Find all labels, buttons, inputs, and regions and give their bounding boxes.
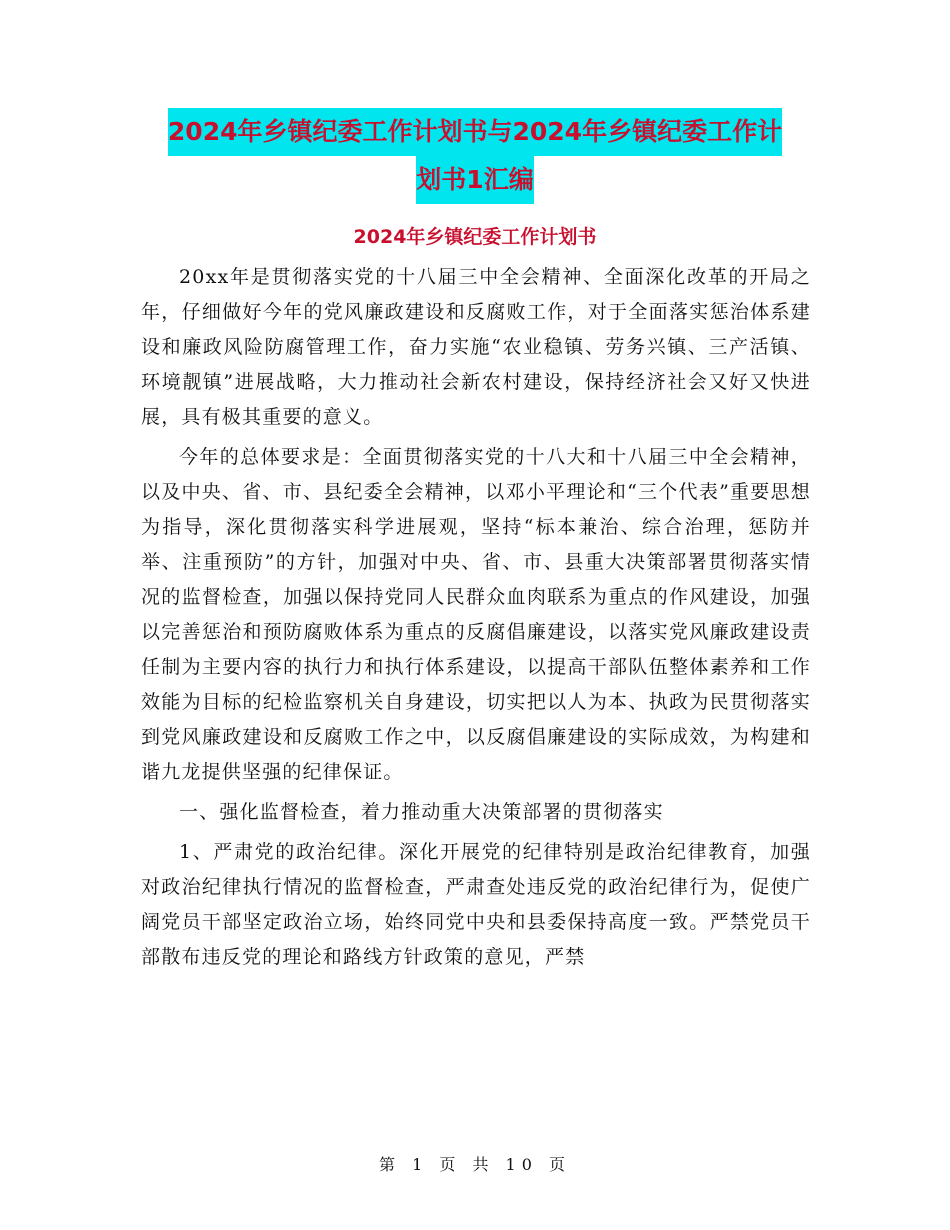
- paragraph-item-1: 1、严肃党的政治纪律。深化开展党的纪律特别是政治纪律教育，加强对政治纪律执行情况的监督检查，严肃查处违反党的政治纪律行为，促使广阔党员干部坚定政治立场，始终同党中央和县委保持高度一致。严禁党员干部散布违反党的理论和路线方针政策的意见，严禁: [141, 841, 811, 968]
- title-line-2: 划书1汇编: [416, 156, 533, 204]
- document-title: [0, 108, 950, 204]
- paragraph-intro: 20xx年是贯彻落实党的十八届三中全会精神、全面深化改革的开局之年，仔细做好今年的党风廉政建设和反腐败工作，对于全面落实惩治体系建设和廉政风险防腐管理工作，奋力实施“农业稳镇、劳务兴镇、三产活镇、环境靓镇”进展战略，大力推动社会新农村建设，保持经济社会又好又快进展，具有极其重要的意义。: [141, 266, 811, 428]
- page-footer: 第 1 页 共 10 页: [379, 1155, 571, 1174]
- section-title: 2024年乡镇纪委工作计划书: [353, 226, 597, 248]
- paragraph-requirements: 今年的总体要求是：全面贯彻落实党的十八大和十八届三中全会精神，以及中央、省、市、县纪委全会精神，以邓小平理论和“三个代表”重要思想为指导，深化贯彻落实科学进展观，坚持“标本兼治、综合治理，惩防并举、注重预防”的方针，加强对中央、省、市、县重大决策部署贯彻落实情况的监督检查，加强以保持党同人民群众血肉联系为重点的作风建设，加强以完善惩治和预防腐败体系为重点的反腐倡廉建设，以落实党风廉政建设责任制为主要内容的执行力和执行体系建设，以提高干部队伍整体素养和工作效能为目标的纪检监察机关自身建设，切实把以人为本、执政为民贯彻落实到党风廉政建设和反腐败工作之中，以反腐倡廉建设的实际成效，为构建和谐九龙提供坚强的纪律保证。: [141, 446, 811, 783]
- body-text: [141, 260, 811, 975]
- title-line-1: 2024年乡镇纪委工作计划书与2024年乡镇纪委工作计: [168, 108, 782, 156]
- paragraph-heading-1: 一、强化监督检查，着力推动重大决策部署的贯彻落实: [179, 801, 664, 823]
